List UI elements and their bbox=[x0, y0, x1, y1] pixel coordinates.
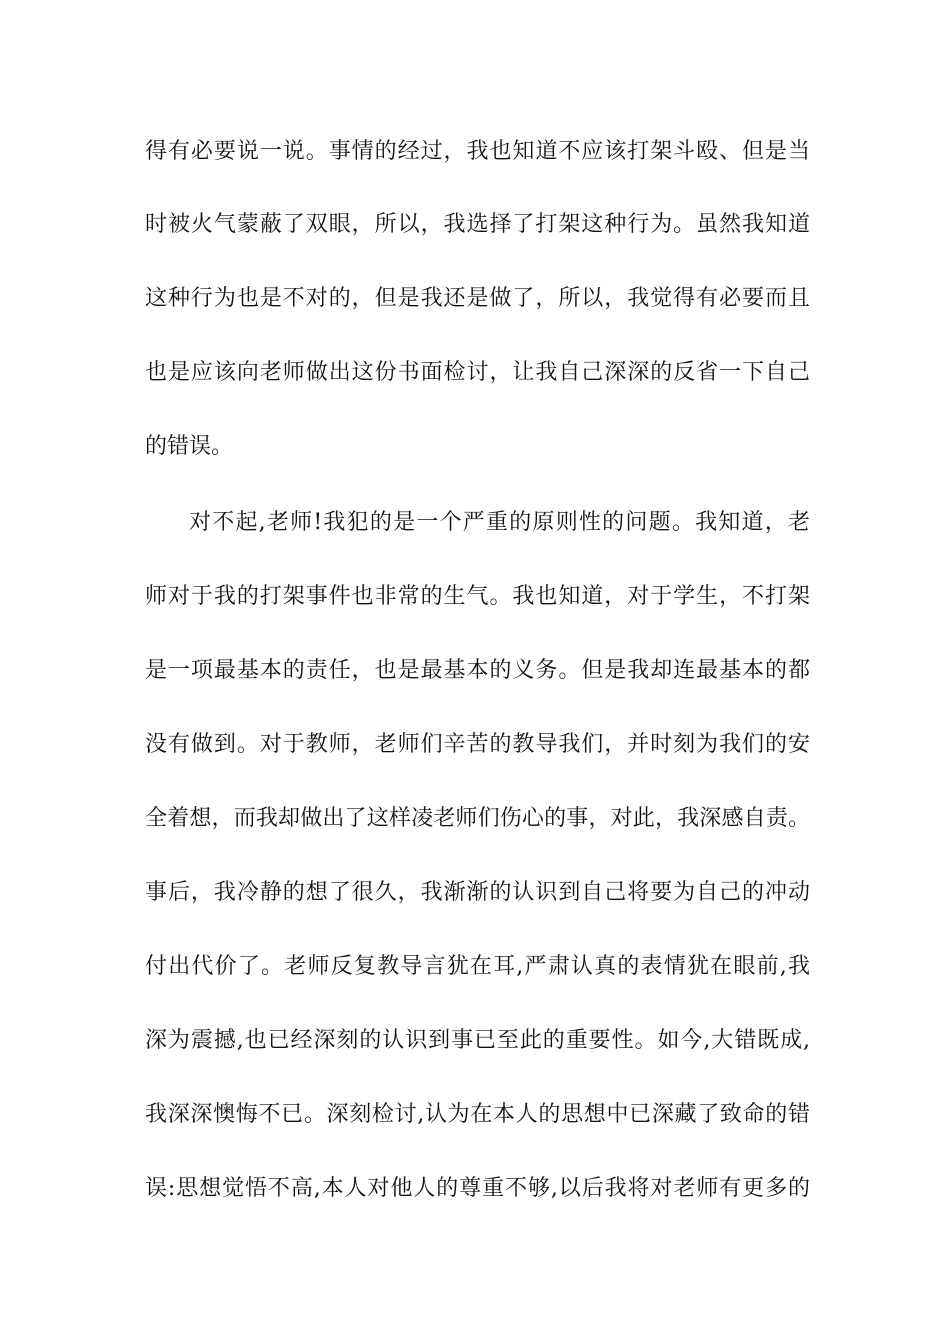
text-line: 得有必要说一说。事情的经过，我也知道不应该打架斗殴、但是当 bbox=[145, 139, 810, 164]
text-line: 事后，我冷静的想了很久，我渐渐的认识到自己将要为自己的冲动 bbox=[145, 880, 810, 905]
text-line: 时被火气蒙蔽了双眼，所以，我选择了打架这种行为。虽然我知道 bbox=[145, 212, 810, 237]
text-line: 这种行为也是不对的，但是我还是做了，所以，我觉得有必要而且 bbox=[145, 286, 810, 311]
text-line: 的错误。 bbox=[145, 434, 234, 459]
text-line: 也是应该向老师做出这份书面检讨，让我自己深深的反省一下自己 bbox=[145, 360, 810, 385]
text-line: 误:思想觉悟不高,本人对他人的尊重不够,以后我将对老师有更多的 bbox=[145, 1176, 810, 1201]
text-line: 我深深懊悔不已。深刻检讨,认为在本人的思想中已深藏了致命的错 bbox=[145, 1102, 810, 1127]
text-line-paragraph-start: 对不起,老师!我犯的是一个严重的原则性的问题。我知道，老 bbox=[189, 510, 810, 535]
text-line: 没有做到。对于教师，老师们辛苦的教导我们，并时刻为我们的安 bbox=[145, 732, 810, 757]
text-line: 付出代价了。老师反复教导言犹在耳,严肃认真的表情犹在眼前,我 bbox=[145, 954, 810, 979]
text-line: 师对于我的打架事件也非常的生气。我也知道，对于学生，不打架 bbox=[145, 584, 810, 609]
text-line: 是一项最基本的责任，也是最基本的义务。但是我却连最基本的都 bbox=[145, 658, 810, 683]
text-line: 全着想，而我却做出了这样凌老师们伤心的事，对此，我深感自责。 bbox=[145, 806, 810, 831]
text-line: 深为震撼,也已经深刻的认识到事已至此的重要性。如今,大错既成, bbox=[145, 1028, 810, 1053]
